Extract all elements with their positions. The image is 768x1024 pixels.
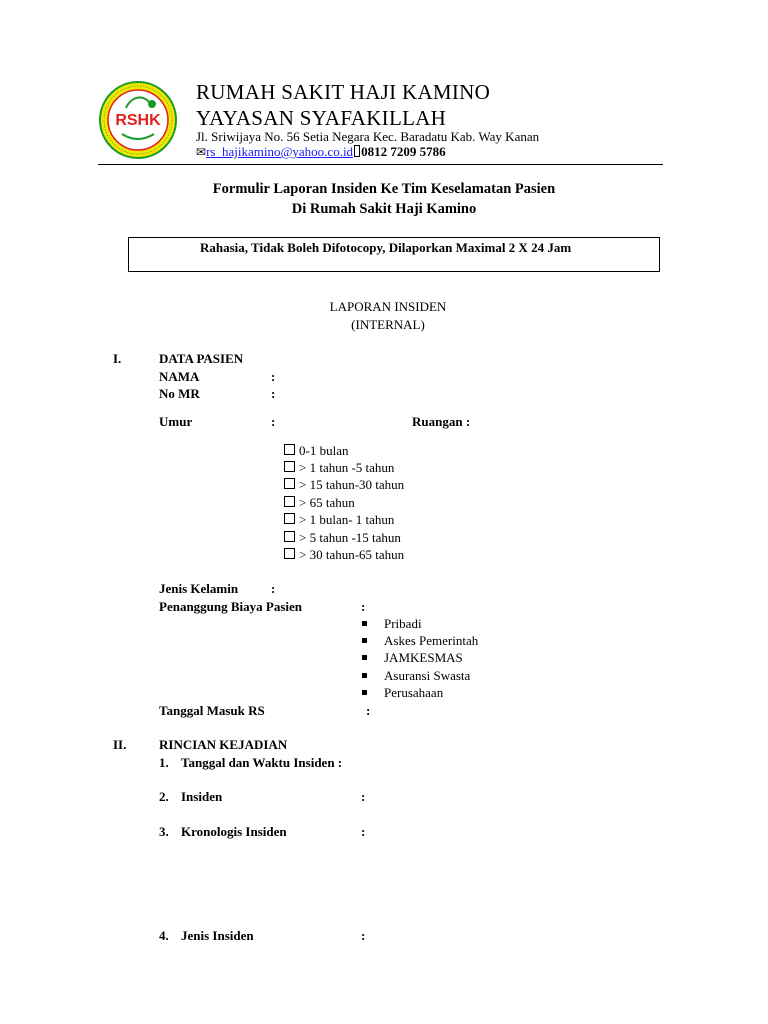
- age-option[interactable]: > 15 tahun-30 tahun: [284, 477, 404, 493]
- bullet-icon: [362, 638, 367, 643]
- foundation-name: YAYASAN SYAFAKILLAH: [196, 106, 447, 130]
- checkbox[interactable]: [284, 444, 295, 455]
- bullet-icon: [362, 673, 367, 678]
- checkbox[interactable]: [284, 548, 295, 559]
- section-2-title: RINCIAN KEJADIAN: [159, 737, 288, 752]
- gender-colon: :: [271, 581, 276, 596]
- item-1-number: 1.: [159, 755, 169, 770]
- phone-number: 0812 7209 5786: [361, 144, 446, 159]
- admission-colon: :: [366, 703, 371, 718]
- header-divider: [98, 164, 663, 165]
- hospital-contact: [196, 144, 446, 160]
- item-3-colon: :: [361, 824, 366, 839]
- checkbox[interactable]: [284, 531, 295, 542]
- admission-label: Tanggal Masuk RS: [159, 703, 265, 718]
- item-1-label: Tanggal dan Waktu Insiden :: [181, 755, 343, 770]
- checkbox[interactable]: [284, 496, 295, 507]
- ruangan-label: Ruangan :: [412, 414, 471, 429]
- bullet-icon: [362, 690, 367, 695]
- item-2-label: Insiden: [181, 789, 223, 804]
- payer-option: JAMKESMAS: [384, 650, 463, 665]
- phone-icon: [354, 145, 360, 157]
- item-3-number: 3.: [159, 824, 169, 839]
- form-title-line-1: Formulir Laporan Insiden Ke Tim Keselamatan Pasien: [212, 181, 556, 197]
- age-option[interactable]: > 1 bulan- 1 tahun: [284, 512, 394, 528]
- nama-label: NAMA: [159, 369, 200, 384]
- nomr-label: No MR: [159, 386, 200, 401]
- umur-colon: :: [271, 414, 276, 429]
- section-1-number: I.: [113, 351, 122, 366]
- email-link[interactable]: rs_hajikamino@yahoo.co.id: [206, 144, 354, 159]
- payer-option: Asuransi Swasta: [384, 668, 471, 683]
- payer-option: Perusahaan: [384, 685, 444, 700]
- payer-option: Askes Pemerintah: [384, 633, 479, 648]
- section-1-title: DATA PASIEN: [159, 351, 244, 366]
- item-2-colon: :: [361, 789, 366, 804]
- section-2-number: II.: [113, 737, 127, 752]
- checkbox[interactable]: [284, 513, 295, 524]
- hospital-name: RUMAH SAKIT HAJI KAMINO: [196, 80, 491, 104]
- report-title: LAPORAN INSIDEN: [329, 299, 447, 314]
- envelope-icon: ✉: [196, 145, 207, 159]
- report-subtitle: (INTERNAL): [351, 317, 425, 332]
- payer-label: Penanggung Biaya Pasien: [159, 599, 303, 614]
- item-2-number: 2.: [159, 789, 169, 804]
- age-option[interactable]: > 30 tahun-65 tahun: [284, 547, 404, 563]
- checkbox[interactable]: [284, 461, 295, 472]
- nomr-colon: :: [271, 386, 276, 401]
- hospital-address: Jl. Sriwijaya No. 56 Setia Negara Kec. Baradatu Kab. Way Kanan: [196, 129, 540, 144]
- hospital-logo: [98, 80, 178, 160]
- bullet-icon: [362, 621, 367, 626]
- gender-label: Jenis Kelamin: [159, 581, 239, 596]
- age-option[interactable]: 0-1 bulan: [284, 443, 348, 459]
- form-title-line-2: Di Rumah Sakit Haji Kamino: [291, 201, 477, 217]
- confidential-notice: Rahasia, Tidak Boleh Difotocopy, Dilaporkan Maximal 2 X 24 Jam: [200, 240, 572, 255]
- age-option[interactable]: > 65 tahun: [284, 495, 355, 511]
- item-4-number: 4.: [159, 928, 169, 943]
- item-3-label: Kronologis Insiden: [181, 824, 287, 839]
- age-option[interactable]: > 1 tahun -5 tahun: [284, 460, 394, 476]
- logo-text: RSHK: [115, 112, 161, 129]
- umur-label: Umur: [159, 414, 193, 429]
- payer-option: Pribadi: [384, 616, 422, 631]
- payer-colon: :: [361, 599, 366, 614]
- item-4-colon: :: [361, 928, 366, 943]
- age-option[interactable]: > 5 tahun -15 tahun: [284, 530, 401, 546]
- bullet-icon: [362, 655, 367, 660]
- nama-colon: :: [271, 369, 276, 384]
- item-4-label: Jenis Insiden: [181, 928, 254, 943]
- checkbox[interactable]: [284, 478, 295, 489]
